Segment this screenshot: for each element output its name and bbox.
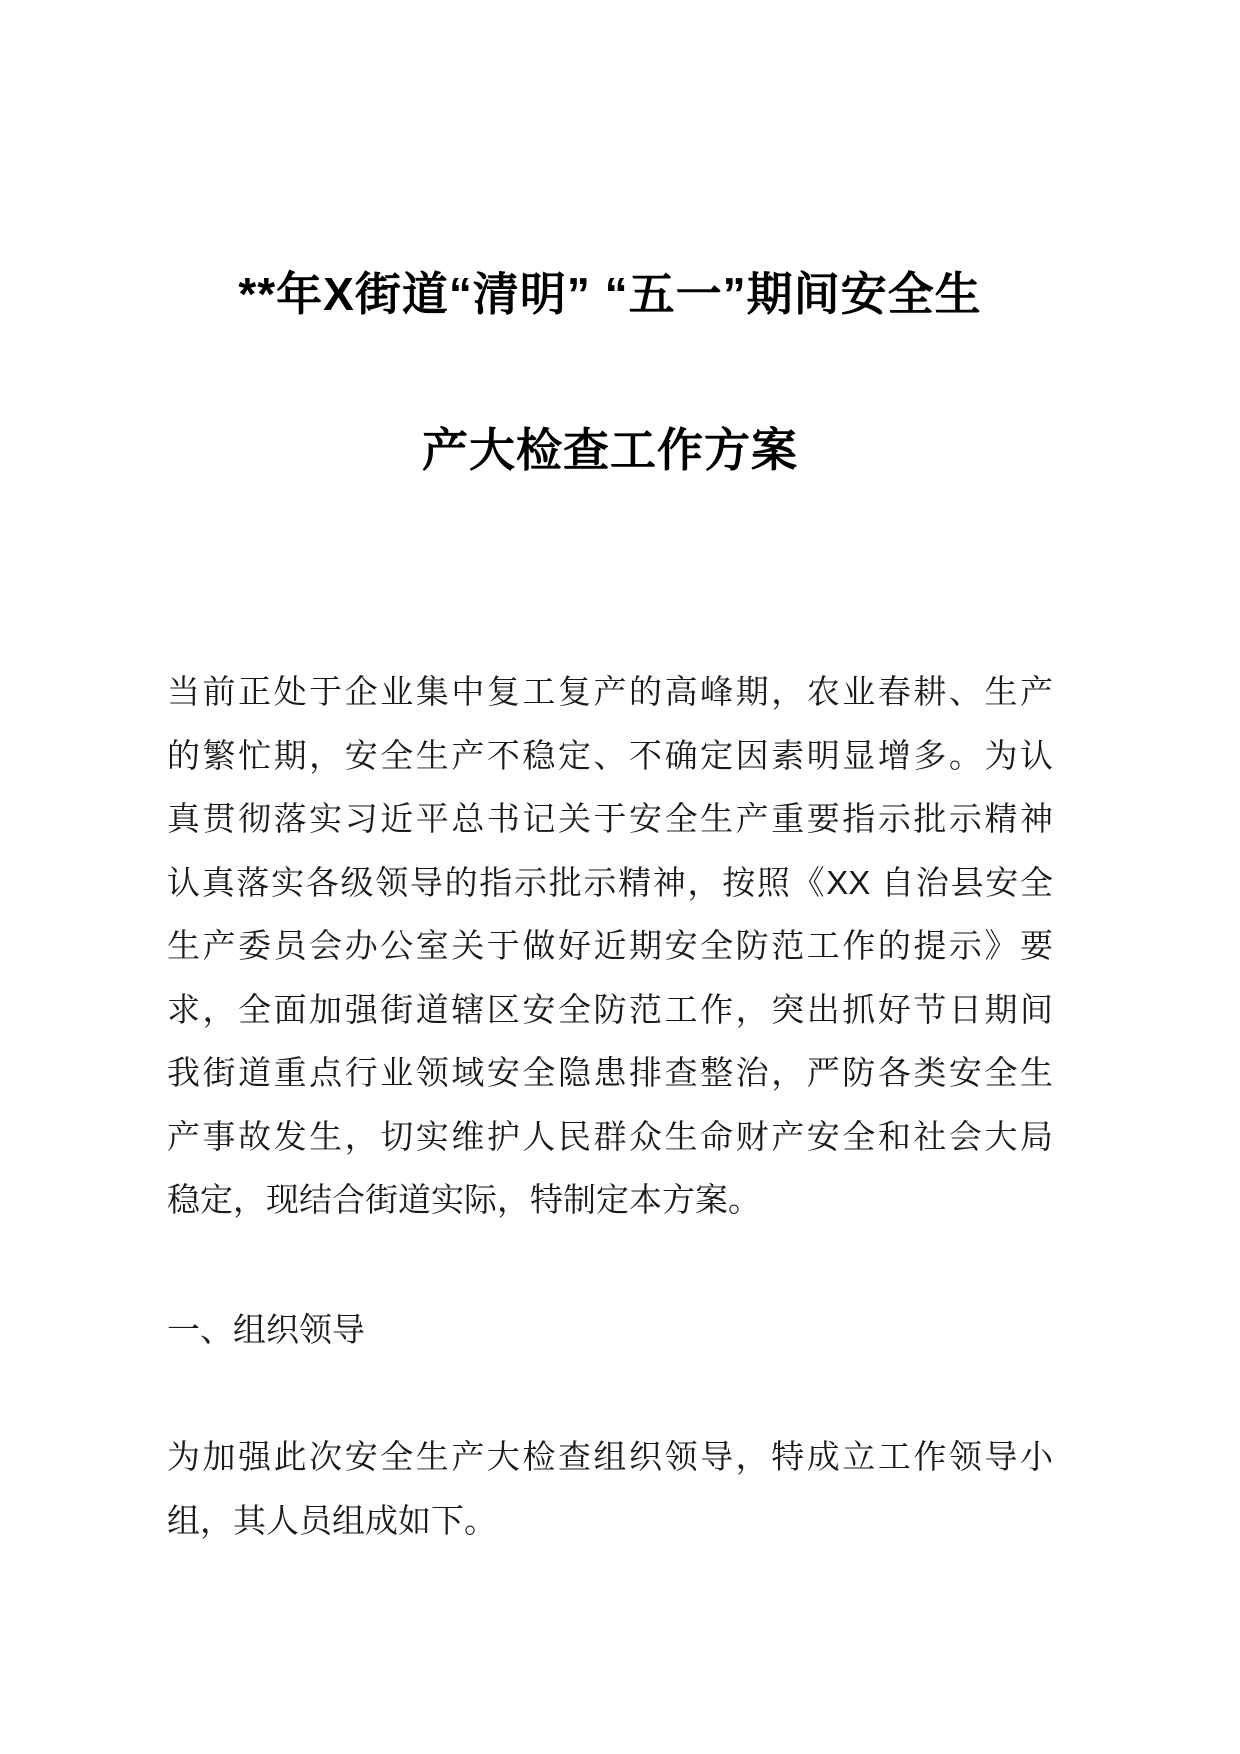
body-line: 的繁忙期，安全生产不稳定、不确定因素明显增多。为认 xyxy=(167,736,1053,774)
body-line: 组，其人员组成如下。 xyxy=(167,1501,497,1539)
body-line: 我街道重点行业领域安全隐患排查整治，严防各类安全生 xyxy=(167,1054,1053,1091)
body-line: 认真落实各级领导的指示批示精神，按照《XX 自治县安全 xyxy=(167,863,1053,901)
document-body xyxy=(167,660,1053,1552)
section-heading-organization: 一、组织领导 xyxy=(167,1310,365,1348)
body-line: 真贯彻落实习近平总书记关于安全生产重要指示批示精神 xyxy=(167,800,1053,837)
title-line-2: 产大检查工作方案 xyxy=(422,424,798,476)
title-line-1: **年X街道“清明” “五一”期间安全生 xyxy=(238,268,982,320)
body-line: 当前正处于企业集中复工复产的高峰期，农业春耕、生产 xyxy=(167,673,1053,710)
body-line: 求，全面加强街道辖区安全防范工作，突出抓好节日期间 xyxy=(167,990,1053,1028)
body-line: 为加强此次安全生产大检查组织领导，特成立工作领导小 xyxy=(167,1438,1053,1475)
body-line: 产事故发生，切实维护人民群众生命财产安全和社会大局 xyxy=(167,1117,1053,1155)
document-title xyxy=(167,216,1053,528)
paragraph-intro xyxy=(167,660,1053,1232)
document-content xyxy=(167,0,1053,1552)
body-line: 稳定，现结合街道实际，特制定本方案。 xyxy=(167,1181,761,1218)
paragraph-leading-group xyxy=(167,1425,1053,1552)
body-line: 生产委员会办公室关于做好近期安全防范工作的提示》要 xyxy=(167,927,1053,964)
